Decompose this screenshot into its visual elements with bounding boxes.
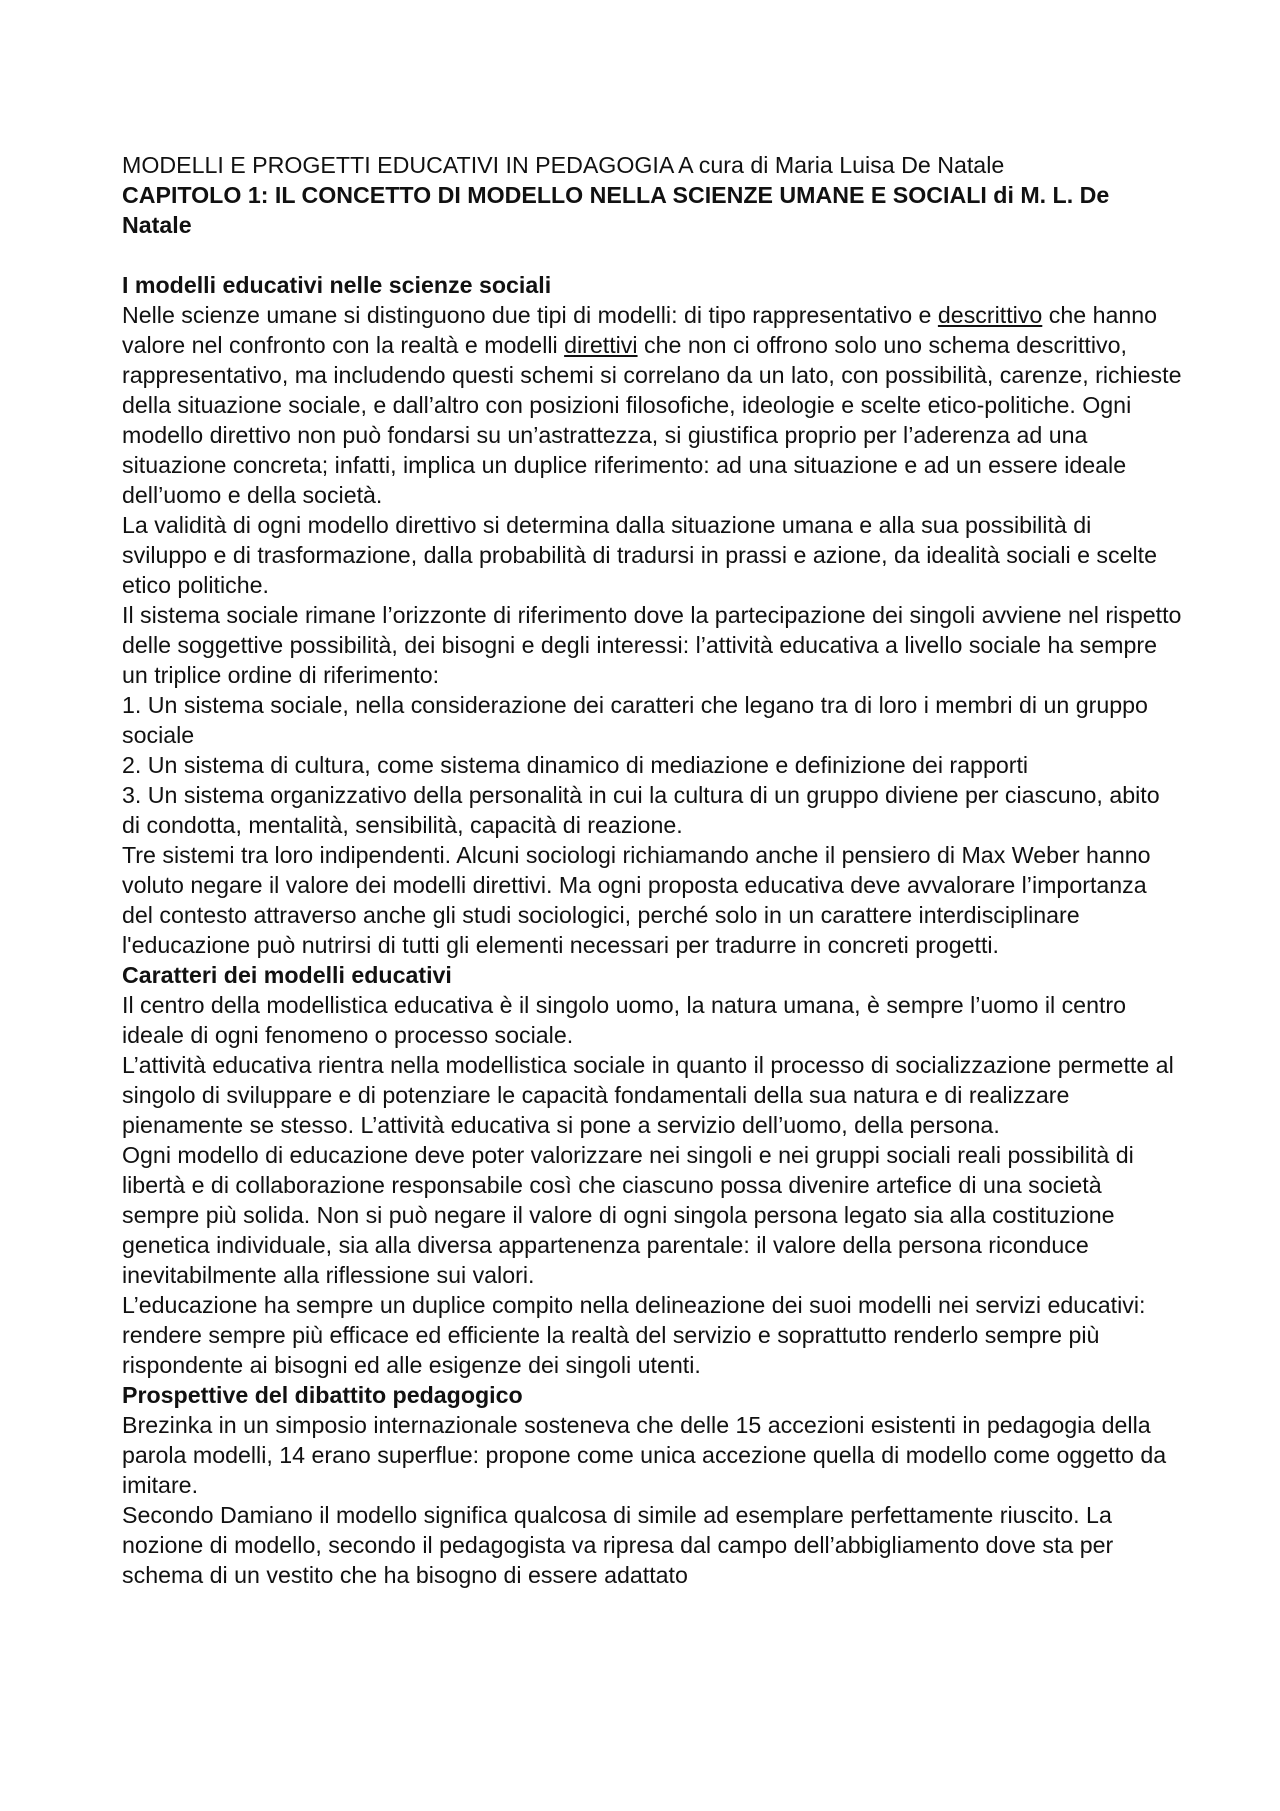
paragraph: La validità di ogni modello direttivo si determina dalla situazione umana e alla sua possibilità di sviluppo e di trasformazione, dalla probabilità di tradursi in prassi e azione, da idealità sociali e scelte etico politiche. — [122, 512, 1157, 598]
document-page — [122, 150, 1182, 1590]
underlined-term: direttivi — [564, 332, 638, 358]
section-heading-prospettive: Prospettive del dibattito pedagogico — [122, 1382, 523, 1408]
blank-line — [122, 240, 1182, 270]
chapter-heading: CAPITOLO 1: IL CONCETTO DI MODELLO NELLA SCIENZE UMANE E SOCIALI di M. L. De Natale — [122, 182, 1110, 238]
paragraph: Ogni modello di educazione deve poter valorizzare nei singoli e nei gruppi sociali reali possibilità di libertà e di collaborazione responsabile così che ciascuno possa divenire artefice di una società sempre più solida. Non si può negare il valore di ogni singola persona legato sia alla costituzione genetica individuale, sia alla diversa appartenenza parentale: il valore della persona riconduce inevitabilmente alla riflessione sui valori. — [122, 1142, 1134, 1288]
paragraph — [122, 300, 1182, 510]
text-run: che non ci offrono solo uno schema descrittivo, rappresentativo, ma includendo questi schemi si correlano da un lato, con possibilità, carenze, richieste della situazione sociale, e dall’altro con posizioni filosofiche, ideologie e scelte etico-politiche. Ogni modello direttivo non può fondarsi su un’astrattezza, si giustifica proprio per l’aderenza ad una situazione concreta; infatti, implica un duplice riferimento: ad una situazione e ad un essere ideale dell’uomo e della società. — [122, 332, 1182, 508]
paragraph: L’educazione ha sempre un duplice compito nella delineazione dei suoi modelli nei servizi educativi: rendere sempre più efficace ed efficiente la realtà del servizio e soprattutto renderlo sempre più rispondente ai bisogni ed alle esigenze dei singoli utenti. — [122, 1292, 1146, 1378]
list-item: 2. Un sistema di cultura, come sistema dinamico di mediazione e definizione dei rapporti — [122, 752, 1029, 778]
paragraph: Brezinka in un simposio internazionale sosteneva che delle 15 accezioni esistenti in pedagogia della parola modelli, 14 erano superflue: propone come unica accezione quella di modello come oggetto da imitare. — [122, 1412, 1167, 1498]
paragraph: Tre sistemi tra loro indipendenti. Alcuni sociologi richiamando anche il pensiero di Max Weber hanno voluto negare il valore dei modelli direttivi. Ma ogni proposta educativa deve avvalorare l’importanza del contesto attraverso anche gli studi sociologici, perché solo in un carattere interdisciplinare l'educazione può nutrirsi di tutti gli elementi necessari per tradurre in concreti progetti. — [122, 842, 1151, 958]
text-run: che hanno valore nel confronto con la realtà e modelli — [122, 302, 1158, 358]
paragraph: Il sistema sociale rimane l’orizzonte di riferimento dove la partecipazione dei singoli avviene nel rispetto delle soggettive possibilità, dei bisogni e degli interessi: l’attività educativa a livello sociale ha sempre un triplice ordine di riferimento: — [122, 602, 1182, 688]
paragraph: Il centro della modellistica educativa è il singolo uomo, la natura umana, è sempre l’uomo il centro ideale di ogni fenomeno o processo sociale. — [122, 992, 1127, 1048]
document-title: MODELLI E PROGETTI EDUCATIVI IN PEDAGOGIA A cura di Maria Luisa De Natale — [122, 152, 1005, 178]
list-item: 1. Un sistema sociale, nella considerazione dei caratteri che legano tra di loro i membri di un gruppo sociale — [122, 692, 1148, 748]
section-heading-caratteri: Caratteri dei modelli educativi — [122, 962, 452, 988]
text-run: Nelle scienze umane si distinguono due tipi di modelli: di tipo rappresentativo e — [122, 302, 938, 328]
paragraph: L’attività educativa rientra nella modellistica sociale in quanto il processo di socializzazione permette al singolo di sviluppare e di potenziare le capacità fondamentali della sua natura e di realizzare pienamente se stesso. L’attività educativa si pone a servizio dell’uomo, della persona. — [122, 1052, 1174, 1138]
list-item: 3. Un sistema organizzativo della personalità in cui la cultura di un gruppo diviene per ciascuno, abito di condotta, mentalità, sensibilità, capacità di reazione. — [122, 782, 1160, 838]
paragraph: Secondo Damiano il modello significa qualcosa di simile ad esemplare perfettamente riuscito. La nozione di modello, secondo il pedagogista va ripresa dal campo dell’abbigliamento dove sta per schema di un vestito che ha bisogno di essere adattato — [122, 1502, 1114, 1588]
section-heading-modelli: I modelli educativi nelle scienze sociali — [122, 272, 552, 298]
underlined-term: descrittivo — [937, 302, 1043, 328]
